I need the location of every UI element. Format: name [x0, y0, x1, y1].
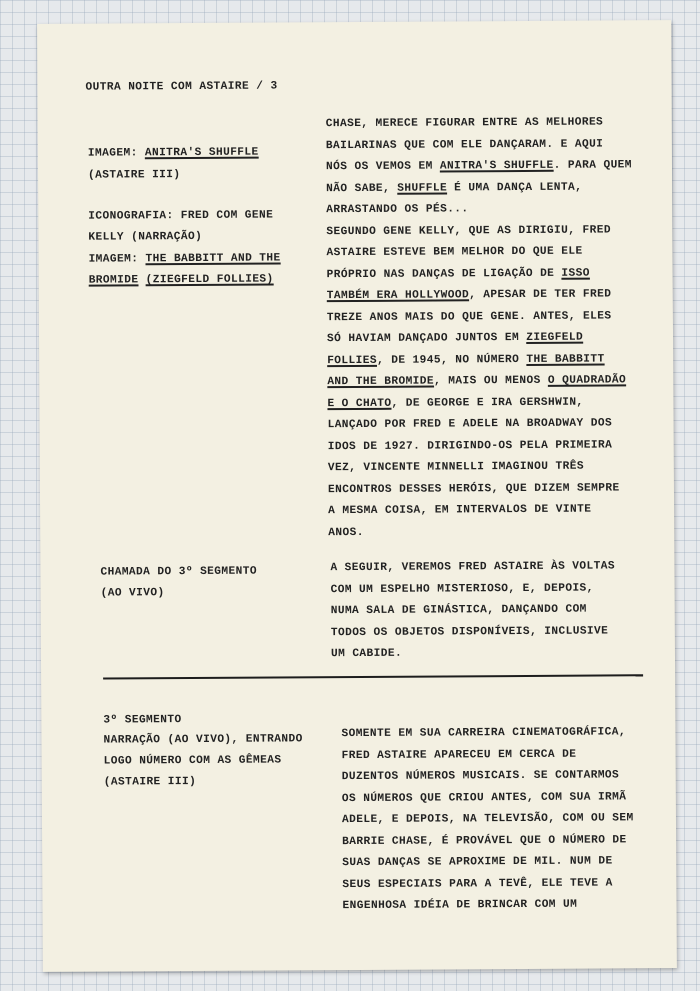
- text-run-underlined: E O CHATO: [327, 397, 392, 411]
- segment-text-line: SUAS DANÇAS SE APROXIME DE MIL. NUM DE: [342, 855, 613, 870]
- text-run: NÓS OS VEMOS EM: [325, 160, 440, 174]
- segment-text-line: FRED ASTAIRE APARECEU EM CERCA DE: [341, 748, 577, 763]
- narration-line: ASTAIRE ESTEVE BEM MELHOR DO QUE ELE: [326, 245, 583, 260]
- text-run: PRÓPRIO NAS DANÇAS DE LIGAÇÃO DE: [326, 267, 562, 282]
- image-cue-1: [88, 146, 259, 161]
- segment-text-line: BARRIE CHASE, É PROVÁVEL QUE O NÚMERO DE: [342, 834, 627, 849]
- narration-line: TREZE ANOS MAIS DO QUE GENE. ANTES, ELES: [326, 310, 612, 325]
- text-run-underlined: SHUFFLE: [397, 182, 448, 195]
- text-run: , MAIS OU MENOS: [433, 374, 548, 388]
- narration-line: [327, 267, 590, 283]
- chamada-line-1: CHAMADA DO 3º SEGMENTO: [100, 565, 257, 579]
- narration-line: ARRASTANDO OS PÉS...: [326, 203, 469, 217]
- page-header: OUTRA NOITE COM ASTAIRE / 3: [85, 80, 278, 94]
- segment-title: 3º SEGMENTO: [103, 714, 182, 727]
- iconografia-line-1: ICONOGRAFIA: FRED COM GENE: [88, 209, 274, 223]
- narration-line: [327, 396, 583, 412]
- segment-line-2: LOGO NÚMERO COM AS GÊMEAS: [103, 754, 282, 768]
- text-run-underlined: ANITRA'S SHUFFLE: [439, 159, 554, 173]
- image-cue-2-line-2: [89, 273, 274, 288]
- narration-line: LANÇADO POR FRED E ADELE NA BROADWAY DOS: [327, 417, 613, 432]
- narration-line: ANOS.: [328, 526, 364, 540]
- text-run: SÓ HAVIAM DANÇADO JUNTOS EM: [327, 331, 527, 346]
- segment-text-line: DUZENTOS NÚMEROS MUSICAIS. SE CONTARMOS: [341, 769, 620, 784]
- segment-text-line: OS NÚMEROS QUE CRIOU ANTES, COM SUA IRMÃ: [341, 791, 627, 806]
- narration-line: [327, 373, 626, 389]
- image-cue-1-label: IMAGEM:: [87, 147, 145, 160]
- chamada-line-2: (AO VIVO): [100, 587, 165, 600]
- text-run: . PARA QUEM: [553, 159, 632, 172]
- segment-line-3: (ASTAIRE III): [103, 775, 197, 789]
- narration-line: IDOS DE 1927. DIRIGINDO-OS PELA PRIMEIRA: [327, 439, 613, 454]
- chamada-text-line: COM UM ESPELHO MISTERIOSO, E, DEPOIS,: [330, 582, 594, 597]
- narration-line: [327, 287, 612, 303]
- narration-line: [327, 331, 583, 347]
- text-run: , DE GEORGE E IRA GERSHWIN,: [391, 396, 584, 410]
- text-run: É UMA DANÇA LENTA,: [447, 181, 583, 195]
- chamada-text-line: A SEGUIR, VEREMOS FRED ASTAIRE ÀS VOLTAS: [330, 560, 616, 575]
- section-divider: [103, 674, 643, 679]
- text-run-underlined: ZIEGFELD: [526, 331, 584, 344]
- image-cue-2-title: THE BABBITT AND THE: [145, 252, 281, 266]
- narration-line: VEZ, VINCENTE MINNELLI IMAGINOU TRÊS: [327, 460, 584, 475]
- text-run-underlined: O QUADRADÃO: [547, 374, 627, 387]
- narration-line: CHASE, MERECE FIGURAR ENTRE AS MELHORES: [325, 116, 604, 131]
- text-run: NÃO SABE,: [326, 182, 398, 196]
- text-run-underlined: AND THE BROMIDE: [327, 375, 435, 389]
- narration-line: [327, 352, 605, 368]
- typewritten-page: [37, 20, 677, 972]
- narration-line: ENCONTROS DESSES HERÓIS, QUE DIZEM SEMPRE: [327, 482, 620, 497]
- image-cue-2-title-b: BROMIDE: [88, 274, 139, 287]
- text-run-underlined: FOLLIES: [327, 354, 378, 368]
- text-run: , DE 1945, NO NÚMERO: [376, 353, 527, 367]
- image-cue-1-sub: (ASTAIRE III): [88, 169, 181, 182]
- chamada-text-line: UM CABIDE.: [330, 647, 403, 661]
- image-cue-1-title: ANITRA'S SHUFFLE: [144, 146, 259, 160]
- image-cue-2-title-c: (ZIEGFELD FOLLIES): [145, 273, 274, 287]
- image-cue-2: [89, 251, 281, 266]
- text-run-underlined: THE BABBITT: [526, 353, 605, 366]
- segment-line-1: NARRAÇÃO (AO VIVO), ENTRANDO: [103, 733, 303, 747]
- text-run-underlined: ISSO: [561, 267, 590, 280]
- chamada-text-line: TODOS OS OBJETOS DISPONÍVEIS, INCLUSIVE: [330, 625, 609, 640]
- segment-text-line: SOMENTE EM SUA CARREIRA CINEMATOGRÁFICA,: [341, 726, 627, 741]
- segment-text-line: SEUS ESPECIAIS PARA A TEVÊ, ELE TEVE A: [342, 877, 613, 892]
- segment-text-line: ADELE, E DEPOIS, NA TELEVISÃO, COM OU SEM: [341, 812, 634, 827]
- narration-line: [326, 158, 632, 174]
- narration-line: BAILARINAS QUE COM ELE DANÇARAM. E AQUI: [325, 138, 604, 153]
- narration-line: A MESMA COISA, EM INTERVALOS DE VINTE: [328, 503, 592, 518]
- text-run-underlined: TAMBÉM ERA HOLLYWOOD: [326, 289, 470, 303]
- narration-line: SEGUNDO GENE KELLY, QUE AS DIRIGIU, FRED: [326, 224, 611, 239]
- chamada-text-line: NUMA SALA DE GINÁSTICA, DANÇANDO COM: [330, 603, 587, 618]
- narration-line: [326, 181, 582, 197]
- segment-text-line: ENGENHOSA IDÉIA DE BRINCAR COM UM: [342, 898, 578, 913]
- text-run: , APESAR DE TER FRED: [469, 288, 612, 302]
- image-cue-2-label: IMAGEM:: [88, 253, 146, 266]
- iconografia-line-2: KELLY (NARRAÇÃO): [88, 230, 203, 244]
